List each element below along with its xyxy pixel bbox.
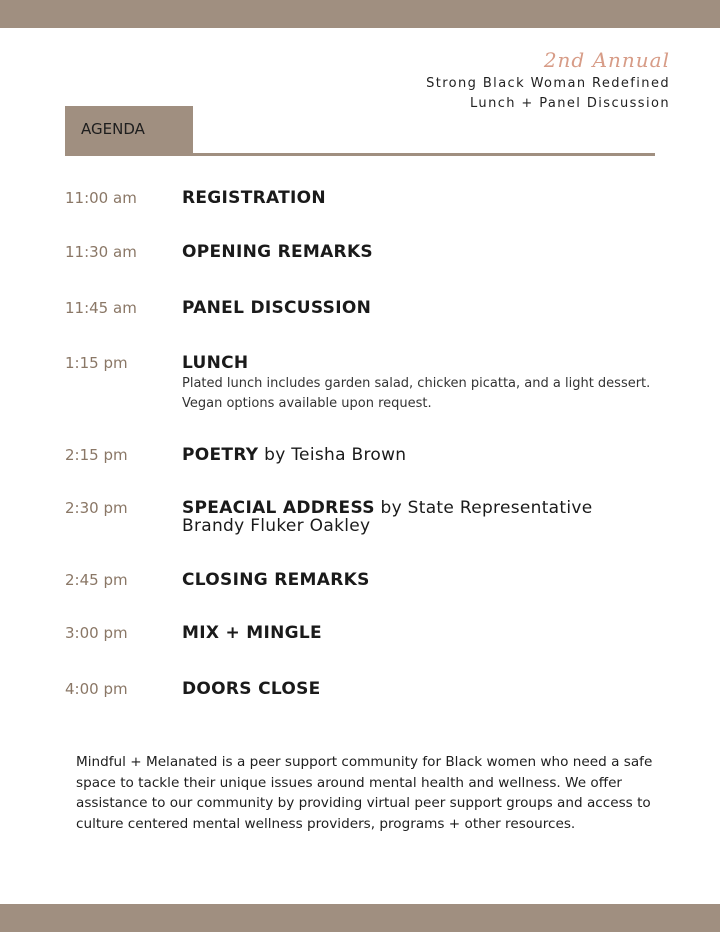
agenda-time: 11:45 am [65, 299, 137, 317]
event-subtitle: Lunch + Panel Discussion [470, 96, 670, 111]
agenda-title: DOORS CLOSE [182, 679, 321, 699]
agenda-time: 3:00 pm [65, 624, 128, 642]
agenda-time: 11:30 am [65, 243, 137, 261]
agenda-title-suffix: by State Representative Brandy Fluker Oakley [182, 498, 593, 536]
about-text: is a peer support community for Black women who need a safe space to tackle their unique issues around mental health and wellness. We offer assistance to our community by providing virtual peer support groups and access to culture centered mental wellness providers, programs + other resources. [76, 754, 653, 832]
agenda-time: 2:15 pm [65, 446, 128, 464]
event-header [426, 46, 670, 114]
bottom-band [0, 904, 720, 932]
annual-label: 2nd Annual [543, 48, 670, 72]
agenda-title: OPENING REMARKS [182, 242, 373, 262]
agenda-title-suffix: by Teisha Brown [258, 445, 407, 465]
top-band [0, 0, 720, 28]
event-title: Strong Black Woman Redefined [426, 76, 670, 91]
agenda-label: AGENDA [81, 120, 145, 138]
agenda-time: 4:00 pm [65, 680, 128, 698]
agenda-divider [65, 153, 655, 156]
agenda-title: SPEACIAL ADDRESS [182, 498, 375, 518]
agenda-tab [65, 106, 193, 154]
agenda-title: PANEL DISCUSSION [182, 298, 372, 318]
about-paragraph [76, 752, 656, 834]
agenda-title: CLOSING REMARKS [182, 570, 370, 590]
agenda-time: 2:45 pm [65, 571, 128, 589]
agenda-description: Plated lunch includes garden salad, chicken picatta, and a light dessert. Vegan options available upon request. [182, 376, 651, 411]
org-name: Mindful + Melanated [76, 754, 218, 770]
agenda-title: POETRY [182, 445, 259, 465]
agenda-time: 11:00 am [65, 189, 137, 207]
agenda-title: LUNCH [182, 353, 249, 373]
agenda-time: 1:15 pm [65, 354, 128, 372]
agenda-time: 2:30 pm [65, 499, 128, 517]
agenda-title: REGISTRATION [182, 188, 326, 208]
agenda-title: MIX + MINGLE [182, 623, 322, 643]
